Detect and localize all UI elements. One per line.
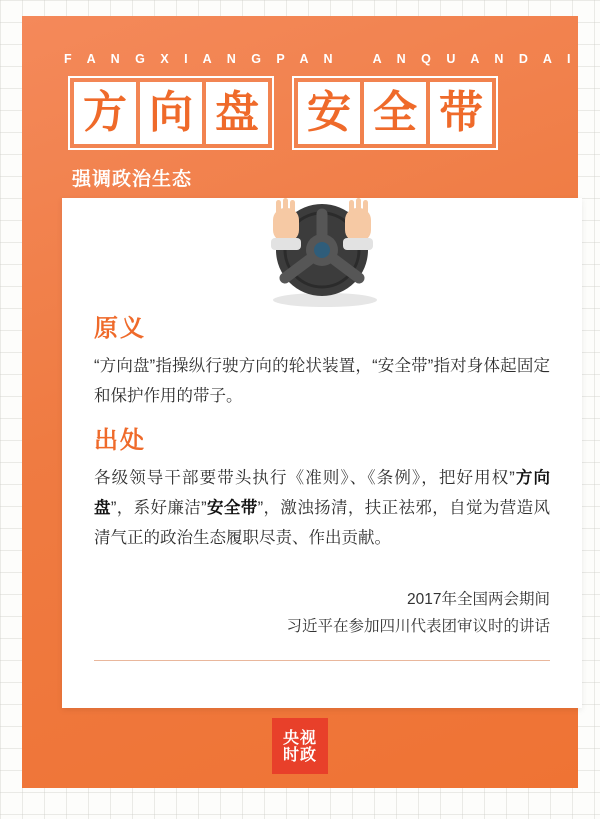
section-source [94,420,550,553]
title-char: 盘 [206,82,268,144]
title-char: 向 [140,82,202,144]
pinyin-left: F A N G X I A N G P A N [64,52,339,66]
section-original-meaning [94,308,550,411]
steering-wheel-icon [237,188,407,308]
title-group-anquandai [292,76,498,150]
section-title: 原义 [94,315,146,342]
logo-line-1: 央视 [282,728,317,747]
title-group-fangxiangpan [68,76,274,150]
page-title [68,76,498,150]
attribution-line-1: 2017年全国两会期间 [407,591,550,608]
divider [94,660,550,661]
title-char: 安 [298,82,360,144]
subtitle: 强调政治生态 [72,169,193,190]
attribution-line-2: 习近平在参加四川代表团审议时的讲话 [286,618,550,635]
poster-card [22,16,578,788]
title-char: 方 [74,82,136,144]
section-body: 各级领导干部要带头执行《准则》、《条例》，把好用权”方向盘”，系好廉洁”安全带”，激浊扬清，扶正祛邪，自觉为营造风清气正的政治生态履职尽责、作出贡献。 [94,469,551,547]
title-char: 全 [364,82,426,144]
pinyin-row [64,52,577,66]
pinyin-right: A N Q U A N D A I [372,52,577,66]
title-char: 带 [430,82,492,144]
cctv-logo [272,718,328,774]
attribution [94,586,550,640]
content-card [62,198,582,708]
logo-line-2: 时政 [282,745,317,764]
section-body: “方向盘”指操纵行驶方向的轮状装置，“安全带”指对身体起固定和保护作用的带子。 [94,357,550,405]
section-title: 出处 [94,427,146,454]
